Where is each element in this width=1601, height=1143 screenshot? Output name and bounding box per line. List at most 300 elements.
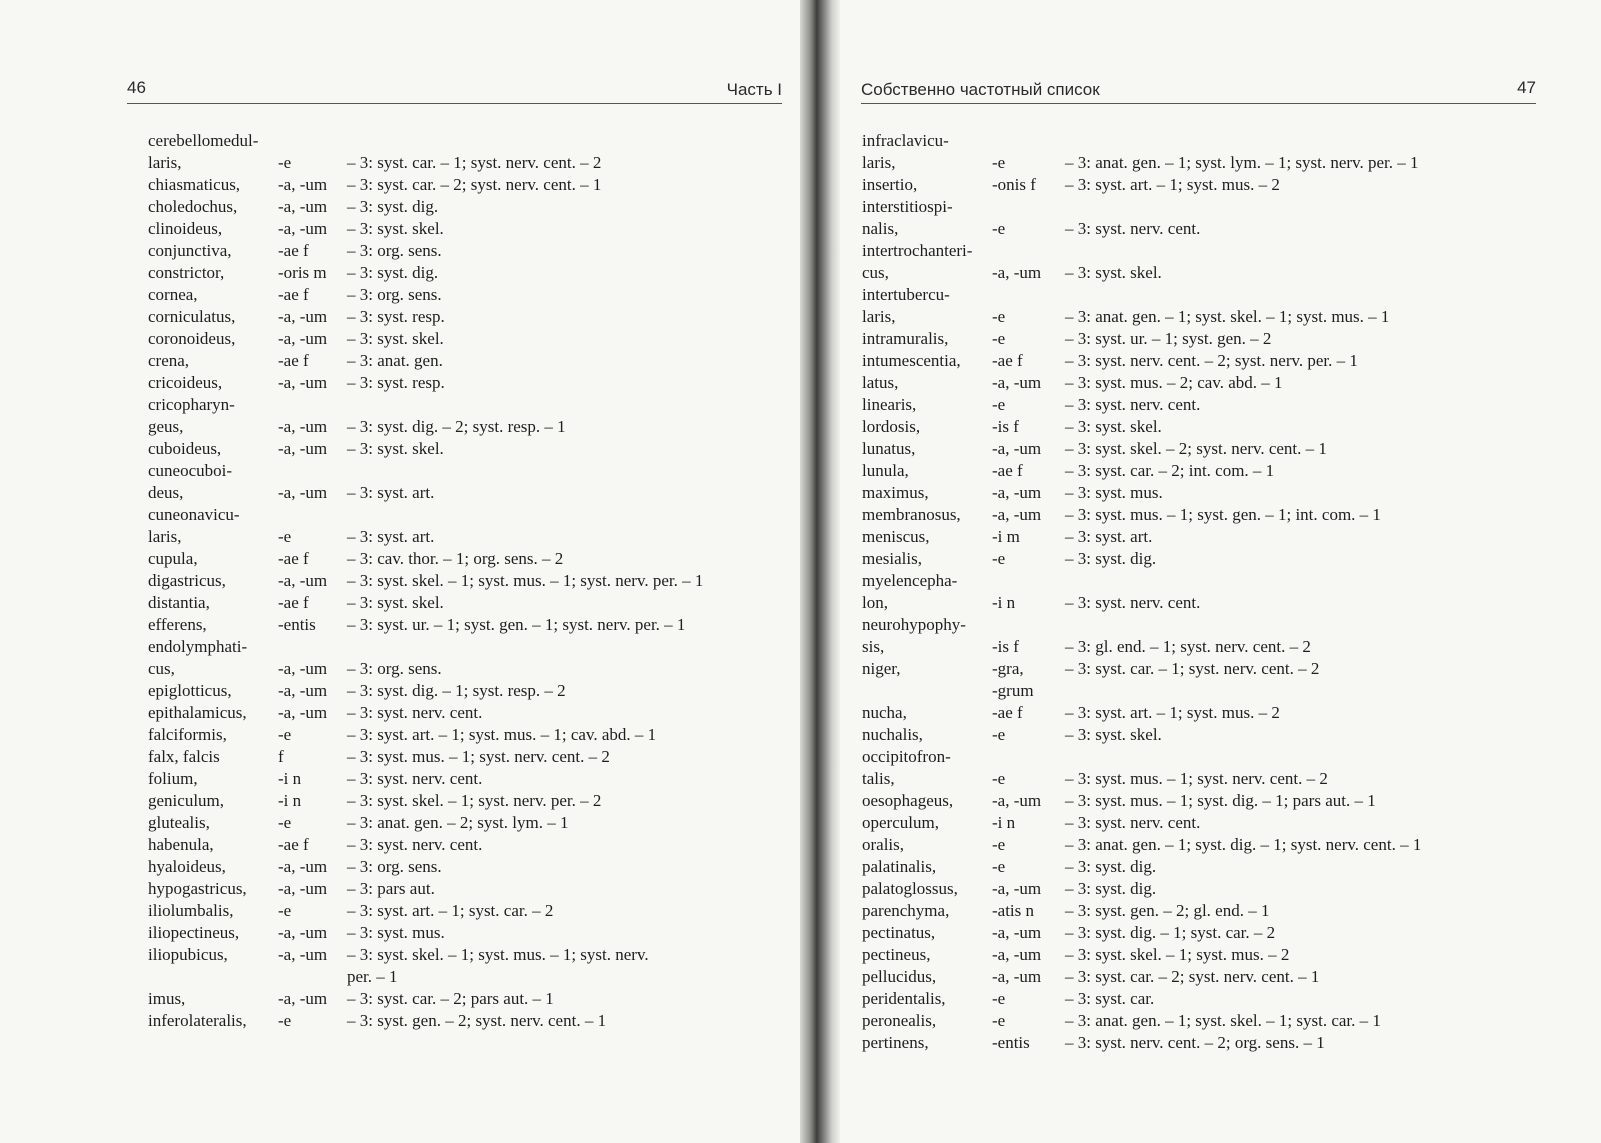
entry-ending [992, 130, 1065, 152]
entry-ending: -a, -um [278, 681, 328, 700]
entry-word: parenchyma, [862, 901, 950, 920]
entry-ending: -e [992, 153, 1006, 172]
entry-frequency-info: – 3: syst. car. – 2; syst. nerv. cent. – 1 [347, 175, 602, 194]
entry-word: iliolumbalis, [148, 901, 234, 920]
entry-frequency-info: – 3: syst. car. – 1; syst. nerv. cent. – 2 [347, 153, 602, 172]
entry-word: geus, [148, 417, 184, 436]
entry-ending: -oris m [278, 263, 327, 282]
entry-frequency-info: – 3: syst. mus. – 1; syst. nerv. cent. – 2 [1065, 769, 1328, 788]
entry-ending [992, 614, 1065, 636]
entry-word: glutealis, [148, 813, 210, 832]
entry-ending: f [278, 747, 284, 766]
entry-word: choledochus, [148, 197, 238, 216]
entry-word [148, 966, 278, 988]
entry-ending: -onis f [992, 175, 1036, 194]
entry-frequency-info [347, 504, 748, 526]
dictionary-entry [862, 944, 1502, 966]
entry-frequency-info: – 3: anat. gen. – 1; syst. lym. – 1; syst. nerv. per. – 1 [1065, 153, 1419, 172]
entry-ending: -i n [992, 593, 1016, 612]
entry-frequency-info: – 3: anat. gen. – 1; syst. skel. – 1; syst. car. – 1 [1065, 1011, 1381, 1030]
dictionary-entry [148, 218, 748, 240]
dictionary-entry [862, 218, 1502, 240]
dictionary-entry [148, 900, 748, 922]
entry-frequency-info: – 3: syst. car. – 1; syst. nerv. cent. – 2 [1065, 659, 1320, 678]
entry-word: cuboideus, [148, 439, 222, 458]
entry-ending: -atis n [992, 901, 1035, 920]
entry-frequency-info: – 3: syst. skel. [347, 593, 444, 612]
dictionary-entry [148, 152, 748, 174]
entry-ending: -ae f [278, 241, 309, 260]
dictionary-entry [862, 350, 1502, 372]
dictionary-entry [862, 482, 1502, 504]
entry-word: cus, [148, 659, 175, 678]
entry-frequency-info: – 3: syst. skel. – 1; syst. mus. – 1; syst. nerv. per. – 1 [347, 571, 704, 590]
left-page-number: 46 [127, 78, 146, 97]
dictionary-entry [862, 680, 1502, 702]
entry-word: laris, [862, 307, 896, 326]
right-page-number: 47 [1517, 78, 1536, 97]
entry-ending: -a, -um [278, 219, 328, 238]
entry-word: constrictor, [148, 263, 225, 282]
entry-ending: -a, -um [278, 857, 328, 876]
entry-ending: -e [992, 307, 1006, 326]
left-section-title: Часть I [726, 80, 782, 99]
dictionary-entry [148, 988, 748, 1010]
entry-frequency-info: – 3: syst. skel. – 1; syst. mus. – 2 [1065, 945, 1290, 964]
dictionary-entry [148, 306, 748, 328]
entry-frequency-info: – 3: anat. gen. – 1; syst. skel. – 1; syst. mus. – 1 [1065, 307, 1390, 326]
dictionary-entry [148, 878, 748, 900]
right-section-title: Собственно частотный список [861, 80, 1100, 99]
entry-ending: -a, -um [278, 945, 328, 964]
entry-frequency-info: – 3: pars aut. [347, 879, 435, 898]
entry-frequency-info: – 3: syst. mus. – 1; syst. dig. – 1; pars aut. – 1 [1065, 791, 1376, 810]
dictionary-entry [862, 526, 1502, 548]
dictionary-entry [862, 966, 1502, 988]
entry-word: meniscus, [862, 527, 930, 546]
entry-frequency-info: per. – 1 [347, 967, 398, 986]
entry-ending [992, 240, 1065, 262]
entry-ending: -a, -um [278, 483, 328, 502]
dictionary-entry [862, 768, 1502, 790]
entry-ending: -e [278, 153, 292, 172]
entry-word: intertrochanteri- [862, 241, 973, 260]
entry-ending: -ae f [992, 351, 1023, 370]
entry-ending: -a, -um [992, 791, 1042, 810]
dictionary-entry [148, 504, 748, 526]
left-header-rule [127, 103, 782, 104]
dictionary-entry [862, 592, 1502, 614]
entry-frequency-info: – 3: syst. skel. – 2; syst. nerv. cent. – 1 [1065, 439, 1327, 458]
entry-ending: -gra, [992, 659, 1024, 678]
dictionary-entry [148, 174, 748, 196]
dictionary-entry [148, 482, 748, 504]
entry-word: distantia, [148, 593, 210, 612]
dictionary-entry [862, 988, 1502, 1010]
entry-word: palatoglossus, [862, 879, 958, 898]
entry-ending: -is f [992, 417, 1019, 436]
entry-frequency-info: – 3: syst. dig. [1065, 549, 1157, 568]
dictionary-entry [862, 636, 1502, 658]
dictionary-entry [862, 152, 1502, 174]
right-page [826, 0, 1601, 1143]
entry-word: latus, [862, 373, 899, 392]
left-entry-list [148, 130, 748, 1032]
entry-word: coronoideus, [148, 329, 236, 348]
entry-frequency-info: – 3: syst. dig. [1065, 879, 1157, 898]
dictionary-entry [862, 130, 1502, 152]
entry-ending: -i n [992, 813, 1016, 832]
dictionary-entry [862, 1010, 1502, 1032]
entry-ending: -ae f [278, 593, 309, 612]
dictionary-entry [148, 922, 748, 944]
dictionary-entry [148, 966, 748, 988]
right-header-rule [861, 103, 1536, 104]
entry-frequency-info: – 3: syst. car. [1065, 989, 1155, 1008]
entry-word: falciformis, [148, 725, 227, 744]
dictionary-entry [862, 262, 1502, 284]
entry-ending [992, 746, 1065, 768]
dictionary-entry [148, 372, 748, 394]
entry-frequency-info: – 3: syst. mus. [347, 923, 445, 942]
entry-word: iliopubicus, [148, 945, 228, 964]
dictionary-entry [148, 350, 748, 372]
entry-frequency-info: – 3: syst. dig. – 1; syst. resp. – 2 [347, 681, 566, 700]
entry-frequency-info: – 3: syst. car. – 2; pars aut. – 1 [347, 989, 554, 1008]
entry-word: clinoideus, [148, 219, 223, 238]
entry-frequency-info: – 3: anat. gen. [347, 351, 443, 370]
entry-ending: -a, -um [992, 967, 1042, 986]
entry-ending [278, 130, 347, 152]
entry-ending: -e [992, 549, 1006, 568]
entry-frequency-info: – 3: syst. mus. – 1; syst. gen. – 1; int. com. – 1 [1065, 505, 1381, 524]
entry-word: iliopectineus, [148, 923, 240, 942]
entry-word: pellucidus, [862, 967, 937, 986]
entry-ending: -a, -um [992, 923, 1042, 942]
entry-frequency-info: – 3: org. sens. [347, 241, 442, 260]
dictionary-entry [148, 768, 748, 790]
entry-word: infraclavicu- [862, 131, 949, 150]
dictionary-entry [148, 196, 748, 218]
dictionary-entry [148, 812, 748, 834]
entry-word: palatinalis, [862, 857, 937, 876]
entry-word: epiglotticus, [148, 681, 232, 700]
dictionary-entry [148, 570, 748, 592]
entry-ending: -e [278, 527, 292, 546]
dictionary-entry [862, 416, 1502, 438]
entry-frequency-info: – 3: syst. dig. [347, 197, 439, 216]
entry-frequency-info [347, 394, 748, 416]
entry-ending [992, 196, 1065, 218]
dictionary-entry [862, 1032, 1502, 1054]
entry-ending: -e [992, 1011, 1006, 1030]
entry-word: inferolateralis, [148, 1011, 247, 1030]
entry-frequency-info: – 3: syst. nerv. cent. [1065, 219, 1201, 238]
dictionary-entry [148, 702, 748, 724]
entry-frequency-info: – 3: syst. resp. [347, 373, 445, 392]
entry-ending: -e [992, 329, 1006, 348]
entry-word: pertinens, [862, 1033, 929, 1052]
entry-frequency-info: – 3: org. sens. [347, 285, 442, 304]
entry-ending: -a, -um [278, 175, 328, 194]
entry-word: lunula, [862, 461, 909, 480]
entry-word: insertio, [862, 175, 918, 194]
right-entry-list [862, 130, 1502, 1054]
entry-ending: -a, -um [278, 703, 328, 722]
entry-frequency-info [1065, 196, 1502, 218]
entry-frequency-info: – 3: syst. skel. [347, 439, 444, 458]
entry-ending: -grum [992, 681, 1034, 700]
entry-ending: -e [992, 989, 1006, 1008]
entry-frequency-info: – 3: syst. ur. – 1; syst. gen. – 1; syst. nerv. per. – 1 [347, 615, 686, 634]
entry-frequency-info: – 3: syst. nerv. cent. [347, 769, 483, 788]
dictionary-entry [148, 548, 748, 570]
dictionary-entry [862, 922, 1502, 944]
entry-ending [278, 966, 347, 988]
entry-frequency-info: – 3: syst. skel. [1065, 417, 1162, 436]
entry-ending: -ae f [278, 549, 309, 568]
dictionary-entry [148, 460, 748, 482]
dictionary-entry [862, 306, 1502, 328]
entry-word: intumescentia, [862, 351, 961, 370]
entry-frequency-info: – 3: syst. mus. [1065, 483, 1163, 502]
entry-word: nucha, [862, 703, 907, 722]
dictionary-entry [148, 680, 748, 702]
entry-frequency-info: – 3: anat. gen. – 1; syst. dig. – 1; syst. nerv. cent. – 1 [1065, 835, 1422, 854]
entry-ending: -ae f [992, 461, 1023, 480]
dictionary-entry [148, 790, 748, 812]
entry-frequency-info: – 3: syst. art. – 1; syst. mus. – 2 [1065, 175, 1280, 194]
entry-word: cricoideus, [148, 373, 223, 392]
dictionary-entry [862, 812, 1502, 834]
entry-ending: -a, -um [278, 417, 328, 436]
entry-ending: -a, -um [992, 505, 1042, 524]
dictionary-entry [862, 746, 1502, 768]
entry-word: laris, [148, 153, 182, 172]
entry-ending [278, 636, 347, 658]
entry-ending: -a, -um [992, 879, 1042, 898]
entry-word: occipitofron- [862, 747, 951, 766]
entry-frequency-info: – 3: syst. art. [347, 483, 435, 502]
dictionary-entry [148, 394, 748, 416]
entry-word: lunatus, [862, 439, 916, 458]
entry-word: crena, [148, 351, 190, 370]
entry-ending: -e [992, 219, 1006, 238]
dictionary-entry [862, 702, 1502, 724]
entry-ending: -e [992, 835, 1006, 854]
entry-frequency-info: – 3: cav. thor. – 1; org. sens. – 2 [347, 549, 564, 568]
dictionary-entry [862, 372, 1502, 394]
entry-word: lordosis, [862, 417, 921, 436]
entry-ending [278, 504, 347, 526]
entry-frequency-info: – 3: syst. dig. [347, 263, 439, 282]
entry-frequency-info: – 3: syst. skel. [347, 329, 444, 348]
entry-word: nuchalis, [862, 725, 923, 744]
entry-word [862, 680, 992, 702]
dictionary-entry [148, 944, 748, 966]
entry-ending: -ae f [278, 351, 309, 370]
entry-frequency-info: – 3: syst. art. – 1; syst. mus. – 2 [1065, 703, 1280, 722]
dictionary-entry [862, 548, 1502, 570]
entry-word: chiasmaticus, [148, 175, 241, 194]
entry-ending: -i n [278, 769, 302, 788]
entry-frequency-info: – 3: syst. gen. – 2; syst. nerv. cent. – 1 [347, 1011, 607, 1030]
entry-word: maximus, [862, 483, 929, 502]
entry-ending: -a, -um [278, 307, 328, 326]
entry-ending [278, 394, 347, 416]
entry-ending: -a, -um [278, 329, 328, 348]
dictionary-entry [148, 240, 748, 262]
entry-word: imus, [148, 989, 186, 1008]
entry-word: deus, [148, 483, 184, 502]
entry-ending: -a, -um [278, 879, 328, 898]
entry-word: falx, falcis [148, 747, 220, 766]
entry-word: intertubercu- [862, 285, 950, 304]
entry-frequency-info: – 3: syst. art. – 1; syst. mus. – 1; cav. abd. – 1 [347, 725, 657, 744]
entry-word: intramuralis, [862, 329, 949, 348]
dictionary-entry [148, 328, 748, 350]
entry-ending: -e [278, 813, 292, 832]
book-spine-gutter [800, 0, 840, 1143]
entry-frequency-info: – 3: syst. mus. – 2; cav. abd. – 1 [1065, 373, 1283, 392]
entry-ending: -e [278, 901, 292, 920]
dictionary-entry [862, 460, 1502, 482]
entry-word: folium, [148, 769, 198, 788]
entry-word: hyaloideus, [148, 857, 226, 876]
entry-word: sis, [862, 637, 885, 656]
entry-word: cuneocuboi- [148, 461, 233, 480]
entry-word: laris, [862, 153, 896, 172]
entry-word: niger, [862, 659, 901, 678]
dictionary-entry [862, 658, 1502, 680]
entry-frequency-info: – 3: org. sens. [347, 857, 442, 876]
entry-frequency-info [347, 460, 748, 482]
entry-word: lon, [862, 593, 888, 612]
entry-word: oralis, [862, 835, 905, 854]
dictionary-entry [148, 262, 748, 284]
entry-frequency-info: – 3: syst. car. – 2; syst. nerv. cent. – 1 [1065, 967, 1320, 986]
entry-ending [278, 460, 347, 482]
entry-ending: -a, -um [992, 483, 1042, 502]
dictionary-entry [862, 504, 1502, 526]
dictionary-entry [862, 328, 1502, 350]
dictionary-entry [862, 174, 1502, 196]
dictionary-entry [862, 724, 1502, 746]
entry-word: cuneonavicu- [148, 505, 240, 524]
entry-ending: -ae f [992, 703, 1023, 722]
entry-frequency-info: – 3: syst. nerv. cent. – 2; org. sens. – 1 [1065, 1033, 1325, 1052]
entry-frequency-info: – 3: syst. dig. – 2; syst. resp. – 1 [347, 417, 566, 436]
entry-ending: -a, -um [278, 923, 328, 942]
entry-ending: -is f [992, 637, 1019, 656]
entry-ending: -a, -um [992, 439, 1042, 458]
entry-frequency-info: – 3: org. sens. [347, 659, 442, 678]
dictionary-entry [862, 900, 1502, 922]
entry-word: talis, [862, 769, 895, 788]
dictionary-entry [148, 724, 748, 746]
entry-frequency-info: – 3: syst. art. [347, 527, 435, 546]
entry-frequency-info: – 3: syst. dig. – 1; syst. car. – 2 [1065, 923, 1276, 942]
entry-frequency-info: – 3: syst. nerv. cent. [1065, 813, 1201, 832]
entry-ending [992, 284, 1065, 306]
right-running-head [861, 78, 1536, 100]
entry-ending [992, 570, 1065, 592]
dictionary-entry [862, 878, 1502, 900]
entry-word: efferens, [148, 615, 207, 634]
entry-word: myelencepha- [862, 571, 958, 590]
entry-word: epithalamicus, [148, 703, 247, 722]
entry-word: cupula, [148, 549, 198, 568]
entry-word: nalis, [862, 219, 899, 238]
entry-frequency-info: – 3: syst. skel. – 1; syst. mus. – 1; syst. nerv. [347, 945, 649, 964]
entry-ending: -a, -um [278, 373, 328, 392]
entry-frequency-info: – 3: syst. skel. – 1; syst. nerv. per. – 2 [347, 791, 602, 810]
entry-ending: -i m [992, 527, 1020, 546]
entry-ending: -a, -um [992, 945, 1042, 964]
left-running-head [127, 78, 782, 100]
entry-frequency-info: – 3: syst. skel. [1065, 725, 1162, 744]
entry-word: conjunctiva, [148, 241, 232, 260]
entry-word: endolymphati- [148, 637, 248, 656]
entry-ending: -a, -um [992, 373, 1042, 392]
entry-word: pectineus, [862, 945, 931, 964]
dictionary-entry [148, 636, 748, 658]
entry-frequency-info: – 3: syst. nerv. cent. [347, 835, 483, 854]
entry-word: interstitiospi- [862, 197, 953, 216]
dictionary-entry [148, 526, 748, 548]
entry-frequency-info: – 3: syst. dig. [1065, 857, 1157, 876]
entry-frequency-info [1065, 746, 1502, 768]
entry-ending: -e [278, 725, 292, 744]
entry-word: cornea, [148, 285, 198, 304]
entry-frequency-info: – 3: syst. nerv. cent. [1065, 593, 1201, 612]
entry-ending: -a, -um [278, 571, 328, 590]
entry-word: membranosus, [862, 505, 961, 524]
entry-ending: -a, -um [278, 659, 328, 678]
entry-word: operculum, [862, 813, 939, 832]
dictionary-entry [148, 284, 748, 306]
entry-ending: -entis [992, 1033, 1030, 1052]
entry-frequency-info: – 3: gl. end. – 1; syst. nerv. cent. – 2 [1065, 637, 1311, 656]
entry-ending: -e [278, 1011, 292, 1030]
entry-word: mesialis, [862, 549, 922, 568]
dictionary-entry [862, 394, 1502, 416]
entry-frequency-info [1065, 130, 1502, 152]
dictionary-entry [862, 790, 1502, 812]
entry-frequency-info [1065, 284, 1502, 306]
entry-frequency-info: – 3: syst. car. – 2; int. com. – 1 [1065, 461, 1275, 480]
dictionary-entry [862, 196, 1502, 218]
entry-frequency-info: – 3: syst. nerv. cent. [1065, 395, 1201, 414]
entry-frequency-info [347, 130, 748, 152]
dictionary-entry [862, 856, 1502, 878]
entry-ending: -ae f [278, 285, 309, 304]
entry-frequency-info: – 3: syst. nerv. cent. – 2; syst. nerv. per. – 1 [1065, 351, 1358, 370]
dictionary-entry [862, 240, 1502, 262]
entry-ending: -e [992, 769, 1006, 788]
dictionary-entry [148, 856, 748, 878]
entry-ending: -ae f [278, 835, 309, 854]
entry-frequency-info [1065, 240, 1502, 262]
dictionary-entry [148, 658, 748, 680]
dictionary-entry [862, 834, 1502, 856]
entry-word: corniculatus, [148, 307, 236, 326]
dictionary-entry [862, 570, 1502, 592]
entry-word: habenula, [148, 835, 214, 854]
dictionary-entry [148, 834, 748, 856]
entry-word: geniculum, [148, 791, 225, 810]
entry-frequency-info: – 3: syst. ur. – 1; syst. gen. – 2 [1065, 329, 1272, 348]
